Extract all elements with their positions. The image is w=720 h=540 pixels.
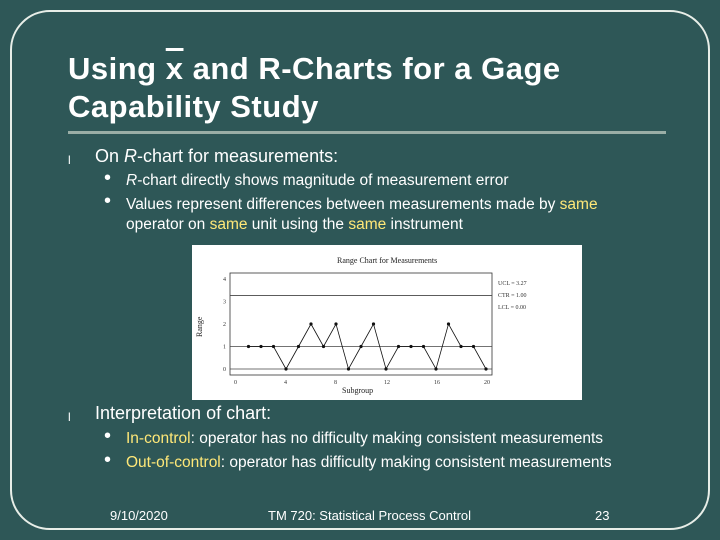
section2-bullet-1: In-control: operator has no difficulty making consistent measurements	[126, 430, 604, 447]
control-line-label: LCL = 0.00	[498, 305, 526, 311]
sub-bullet-icon: •	[104, 425, 112, 447]
footer-date: 9/10/2020	[110, 508, 168, 523]
section2-heading: Interpretation of chart:	[95, 403, 272, 423]
range-chart	[192, 245, 582, 400]
section2-bullet-2: Out-of-control: operator has difficulty making consistent measurements	[126, 454, 612, 471]
range-point	[359, 345, 362, 348]
range-point	[434, 367, 437, 370]
section1-bullet-1: R-chart directly shows magnitude of measurement error	[126, 172, 509, 189]
range-point	[409, 345, 412, 348]
x-tick-label: 12	[384, 380, 390, 386]
x-tick-label: 16	[434, 380, 440, 386]
x-tick-label: 20	[484, 380, 490, 386]
range-point	[472, 345, 475, 348]
footer-course: TM 720: Statistical Process Control	[268, 508, 472, 523]
sub-bullet-icon: •	[104, 449, 112, 471]
range-point	[347, 367, 350, 370]
control-line-label: CTR = 1.00	[498, 293, 527, 299]
x-axis-label: Subgroup	[342, 386, 374, 395]
footer-page-number: 23	[595, 508, 610, 523]
plot-area	[230, 273, 492, 375]
range-point	[422, 345, 425, 348]
control-line-label: UCL = 3.27	[498, 281, 527, 287]
range-point	[322, 345, 325, 348]
y-axis-label: Range	[195, 316, 204, 337]
range-point	[372, 322, 375, 325]
title-rule	[68, 131, 666, 134]
range-point	[259, 345, 262, 348]
bullet-icon: l	[68, 410, 71, 424]
range-point	[447, 322, 450, 325]
chart-title: Range Chart for Measurements	[337, 256, 438, 265]
x-tick-label: 4	[284, 380, 287, 386]
y-tick-label: 2	[223, 322, 226, 328]
x-bar-symbol: $\overline{x}$	[165, 51, 184, 86]
x-tick-label: 0	[234, 380, 237, 386]
sub-bullet-icon: •	[104, 167, 112, 189]
y-tick-label: 1	[223, 344, 226, 351]
sub-bullet-icon: •	[104, 190, 112, 212]
range-point	[397, 345, 400, 348]
y-tick-label: 3	[223, 299, 226, 306]
bullet-icon: l	[68, 153, 71, 167]
range-chart-image	[192, 245, 582, 400]
range-point	[297, 345, 300, 348]
range-point	[459, 345, 462, 348]
range-point	[384, 367, 387, 370]
section1-heading: On R-chart for measurements:	[95, 146, 339, 166]
range-point	[284, 367, 287, 370]
range-point	[484, 367, 487, 370]
range-point	[247, 345, 250, 348]
y-tick-label: 4	[223, 277, 226, 283]
x-tick-label: 8	[334, 380, 337, 386]
y-tick-label: 0	[223, 367, 226, 373]
slide-title: Using $\overline{x}$ and R-Charts for a Gage Capability Study	[68, 51, 561, 124]
range-point	[309, 322, 312, 325]
range-point	[334, 322, 337, 325]
range-point	[272, 345, 275, 348]
section1-bullet-2: Values represent differences between measurements made by same operator on same unit using the same instrument	[126, 196, 598, 233]
